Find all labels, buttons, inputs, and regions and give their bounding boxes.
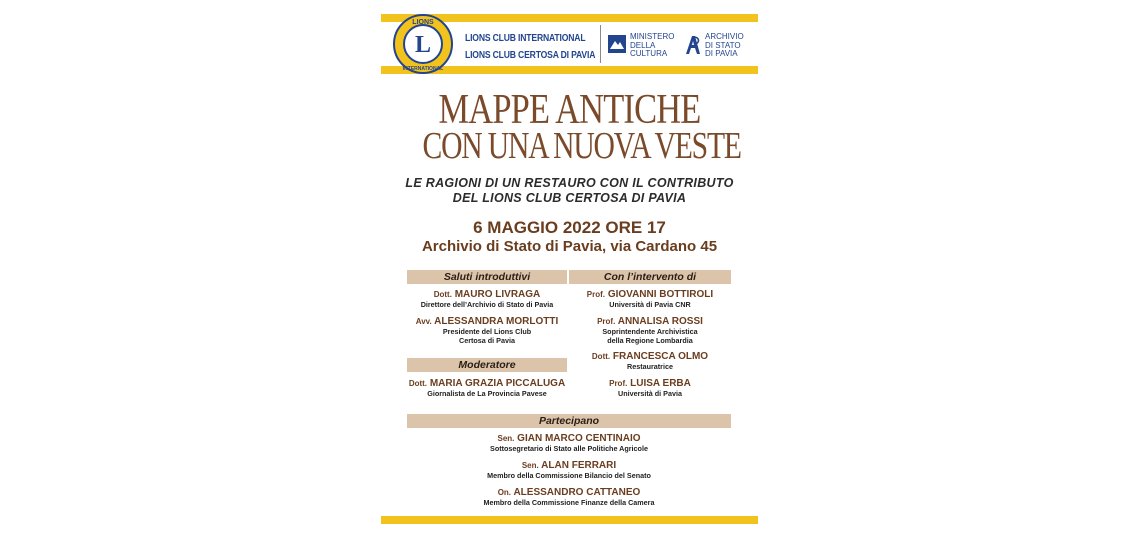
participant-name [407, 433, 731, 444]
speaker-name [407, 289, 567, 300]
speaker-name [569, 351, 731, 362]
speaker-name [569, 289, 731, 300]
speaker-prefix: Dott. [408, 379, 428, 388]
mic-line-1: MINISTERO [630, 32, 675, 41]
participant-cattaneo [407, 487, 731, 507]
lions-logo-top-text: LIONS [412, 19, 434, 26]
speaker-role: Restauratrice [627, 362, 673, 371]
section-intervento: Con l’intervento di [569, 270, 731, 284]
speaker-fullname: ANNALISA ROSSI [617, 316, 703, 327]
title-line-1: MAPPE ANTICHE [438, 87, 701, 133]
speaker-fullname: GIOVANNI BOTTIROLI [607, 289, 714, 300]
subtitle [381, 176, 758, 206]
speaker-morlotti [407, 316, 567, 345]
lions-line-1: LIONS CLUB INTERNATIONAL [465, 33, 586, 44]
speaker-livraga [407, 289, 567, 309]
speaker-prefix: Dott. [433, 290, 452, 299]
speaker-erba [569, 378, 731, 398]
participant-role: Membro della Commissione Bilancio del Senato [487, 471, 651, 480]
bottom-yellow-band [381, 516, 758, 524]
participant-prefix: On. [497, 488, 512, 497]
event-place: Archivio di Stato di Pavia, via Cardano 45 [421, 238, 718, 255]
participant-prefix: Sen. [521, 461, 539, 470]
event-poster [381, 0, 758, 540]
participant-role: Sottosegretario di Stato alle Politiche Agricole [490, 444, 648, 453]
lions-club-names [465, 30, 595, 64]
participant-centinaio [407, 433, 731, 453]
speaker-name [407, 316, 567, 327]
speaker-role-2: della Regione Lombardia [607, 336, 693, 345]
header-divider [600, 25, 601, 63]
speaker-role: Università di Pavia [618, 389, 682, 398]
asp-line-1: ARCHIVIO [705, 32, 744, 41]
participant-fullname: GIAN MARCO CENTINAIO [517, 433, 641, 444]
speaker-name [401, 378, 573, 389]
archivio-stato-text [705, 33, 744, 59]
section-partecipano: Partecipano [407, 414, 731, 428]
section-saluti: Saluti introduttivi [407, 270, 567, 284]
speaker-name [569, 378, 731, 389]
lions-logo-letter: L [414, 32, 432, 58]
mic-line-2: DELLA [630, 40, 656, 50]
speaker-prefix: Dott. [591, 352, 611, 361]
lions-logo-bottom-text: INTERNATIONAL [402, 66, 444, 72]
speaker-fullname: ALESSANDRA MORLOTTI [434, 316, 559, 327]
section-moderatore: Moderatore [407, 358, 567, 372]
speaker-olmo [569, 351, 731, 371]
speaker-name [569, 316, 731, 327]
speaker-fullname: MARIA GRAZIA PICCALUGA [429, 378, 566, 389]
speaker-fullname: FRANCESCA OLMO [612, 351, 709, 362]
speaker-fullname: MAURO LIVRAGA [454, 289, 541, 300]
event-date: 6 MAGGIO 2022 ORE 17 [473, 218, 666, 237]
participant-name [407, 460, 731, 471]
lions-logo [393, 14, 453, 74]
speaker-rossi [569, 316, 731, 345]
speaker-role: Giornalista de La Provincia Pavese [427, 389, 547, 398]
speaker-prefix: Prof. [586, 290, 606, 299]
speaker-prefix: Avv. [415, 317, 432, 326]
title-line-2: CON UNA NUOVA VESTE [422, 125, 741, 167]
participant-fullname: ALAN FERRARI [541, 460, 617, 471]
participant-ferrari [407, 460, 731, 480]
participant-fullname: ALESSANDRO CATTANEO [513, 487, 641, 498]
ministero-cultura-logo [607, 33, 627, 55]
participant-role: Membro della Commissione Finanze della Camera [483, 498, 655, 507]
mic-line-3: CULTURA [630, 49, 668, 58]
speaker-prefix: Prof. [597, 317, 616, 326]
speaker-prefix: Prof. [609, 379, 628, 388]
archivio-stato-logo [683, 33, 703, 57]
subtitle-line-2: DEL LIONS CLUB CERTOSA DI PAVIA [452, 191, 687, 205]
speaker-bottiroli [569, 289, 731, 309]
ministero-cultura-text [630, 33, 674, 59]
participant-prefix: Sen. [497, 434, 515, 443]
speaker-role-2: Certosa di Pavia [459, 336, 515, 345]
asp-line-2: DI STATO [705, 40, 741, 50]
asp-line-3: DI PAVIA [705, 49, 738, 58]
subtitle-line-1: LE RAGIONI DI UN RESTAURO CON IL CONTRIBUTO [405, 176, 734, 190]
speaker-piccaluga [401, 378, 573, 398]
participant-name [407, 487, 731, 498]
speaker-role: Università di Pavia CNR [609, 300, 691, 309]
speaker-fullname: LUISA ERBA [630, 378, 691, 389]
speaker-role: Direttore dell’Archivio di Stato di Pavia [420, 300, 554, 309]
speaker-role: Presidente del Lions Club [442, 327, 532, 336]
speaker-role: Soprintendente Archivistica [602, 327, 698, 336]
lions-line-2: LIONS CLUB CERTOSA DI PAVIA [465, 50, 596, 61]
